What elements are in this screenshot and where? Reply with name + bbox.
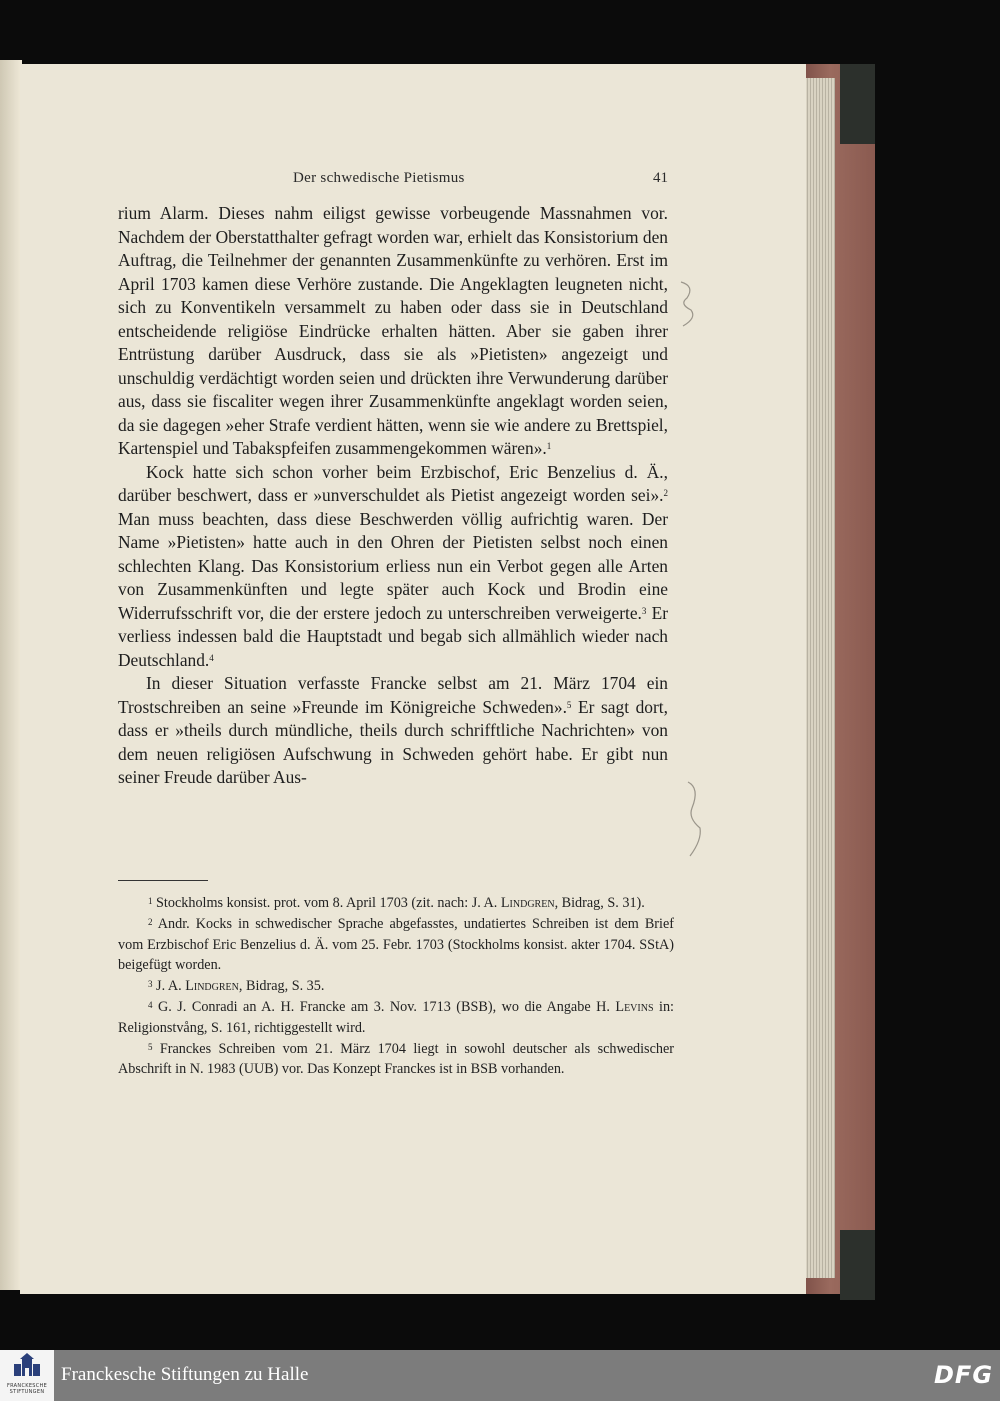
footer-bar xyxy=(0,1350,1000,1401)
cover-corner-bottom xyxy=(840,1230,875,1300)
paragraph-3: In dieser Situation verfasste Francke selbst am 21. März 1704 ein Trostschreiben an seine »Freunde im Königreiche Schweden».$^5$ Er sagt dort, dass er »theils durch mündliche, theils durch schrifftliche Nachrichten» von dem neuen religiösen Aufschwung in Schweden gehört habe. Er gibt nun seiner Freude darüber Aus- xyxy=(118,673,668,787)
body-text xyxy=(118,202,668,790)
pencil-margin-mark xyxy=(682,778,706,860)
footnote-3: $^3$ J. A. Lindgren, Bidrag, S. 35. xyxy=(148,978,325,995)
footnote-4: $^4$ G. J. Conradi an A. H. Francke am 3. Nov. 1713 (BSB), wo die Angabe H. Levins in: Religionstvång, S. 161, richtiggestellt wird. xyxy=(118,998,675,1036)
pencil-margin-mark xyxy=(675,278,699,330)
paragraph-1: rium Alarm. Dieses nahm eiligst gewisse vorbeugende Massnahmen vor. Nachdem der Oberstatthalter gefragt worden war, erhielt das Konsistorium den Auftrag, die Teilnehmer der genannten Zusammenkünfte zu verhören. Erst im April 1703 kamen diese Verhöre zustande. Die Angeklagten leugneten nicht, sich zu Konventikeln versammelt zu haben oder dass sie in Deutschland entscheidende religiöse Eindrücke erhalten hätten. Aber sie gaben ihrer Entrüstung darüber Ausdruck, dass sie als »Pietisten» angezeigt und unschuldig verdächtigt worden seien und drückten ihre Verwunderung darüber aus, dass sie fiscaliter wegen ihrer Zusammenkünfte angeklagt worden seien, da sie dagegen »eher Strafe verdient hätten, wenn sie wie andere zu Brettspiel, Kartenspiel und Tabakspfeifen zusammengekommen wären».$^1$ xyxy=(118,203,668,458)
orphanage-building-icon xyxy=(0,1350,54,1382)
logo-text: FRANCKESCHE STIFTUNGEN xyxy=(6,1383,48,1395)
footnotes xyxy=(118,893,674,1080)
left-page-edge xyxy=(0,60,22,1290)
footer-title: Franckesche Stiftungen zu Halle xyxy=(61,1364,309,1385)
footnote-2: $^2$ Andr. Kocks in schwedischer Sprache abgefasstes, undatiertes Schreiben ist dem Brief vom Erzbischof Eric Benzelius d. Ä. vom 25. Febr. 1703 (Stockholms konsist. akter 1704. SStA) beigefügt worden. xyxy=(118,915,674,974)
dfg-logo[interactable]: DFG xyxy=(934,1361,994,1389)
running-head xyxy=(118,170,668,190)
franckesche-logo[interactable] xyxy=(0,1350,54,1401)
paragraph-2: Kock hatte sich schon vorher beim Erzbischof, Eric Benzelius d. Ä., darüber beschwert, dass er »unverschuldet als Pietist angezeigt worden sei».$^2$ Man muss beachten, dass diese Beschwerden völlig aufrichtig waren. Der Name »Pietisten» hatte auch in den Ohren der Pietisten selbst noch einen schlechten Klang. Das Konsistorium erliess nun ein Verbot gegen alle Arten von Zusammenkünften und legte später auch Kock und Brodin eine Widerrufsschrift vor, die der erstere jedoch zu unterschreiben verweigerte.$^3$ Er verliess indessen bald die Hauptstadt und begab sich allmählich wieder nach Deutschland.$^4$ xyxy=(118,461,669,670)
footnote-ref: 2 xyxy=(663,488,668,498)
footnote-ref: 1 xyxy=(546,441,552,451)
footnote-1: $^1$ Stockholms konsist. prot. vom 8. April 1703 (zit. nach: J. A. Lindgren, Bidrag, S. 31). xyxy=(148,895,645,911)
footnote-ref: 3 xyxy=(641,605,647,616)
running-title: Der schwedische Pietismus xyxy=(293,170,465,186)
footnote-rule xyxy=(118,880,208,881)
cover-corner-top xyxy=(840,64,875,144)
footnote-5: $^5$ Franckes Schreiben vom 21. März 1704 liegt in sowohl deutscher als schwedischer Abschrift in N. 1983 (UUB) vor. Das Konzept Franckes ist in BSB vorhanden. xyxy=(118,1040,674,1078)
page-number: 41 xyxy=(653,170,668,186)
footnote-ref: 5 xyxy=(566,699,572,710)
page-edges xyxy=(805,78,835,1278)
footnote-ref: 4 xyxy=(209,652,214,663)
